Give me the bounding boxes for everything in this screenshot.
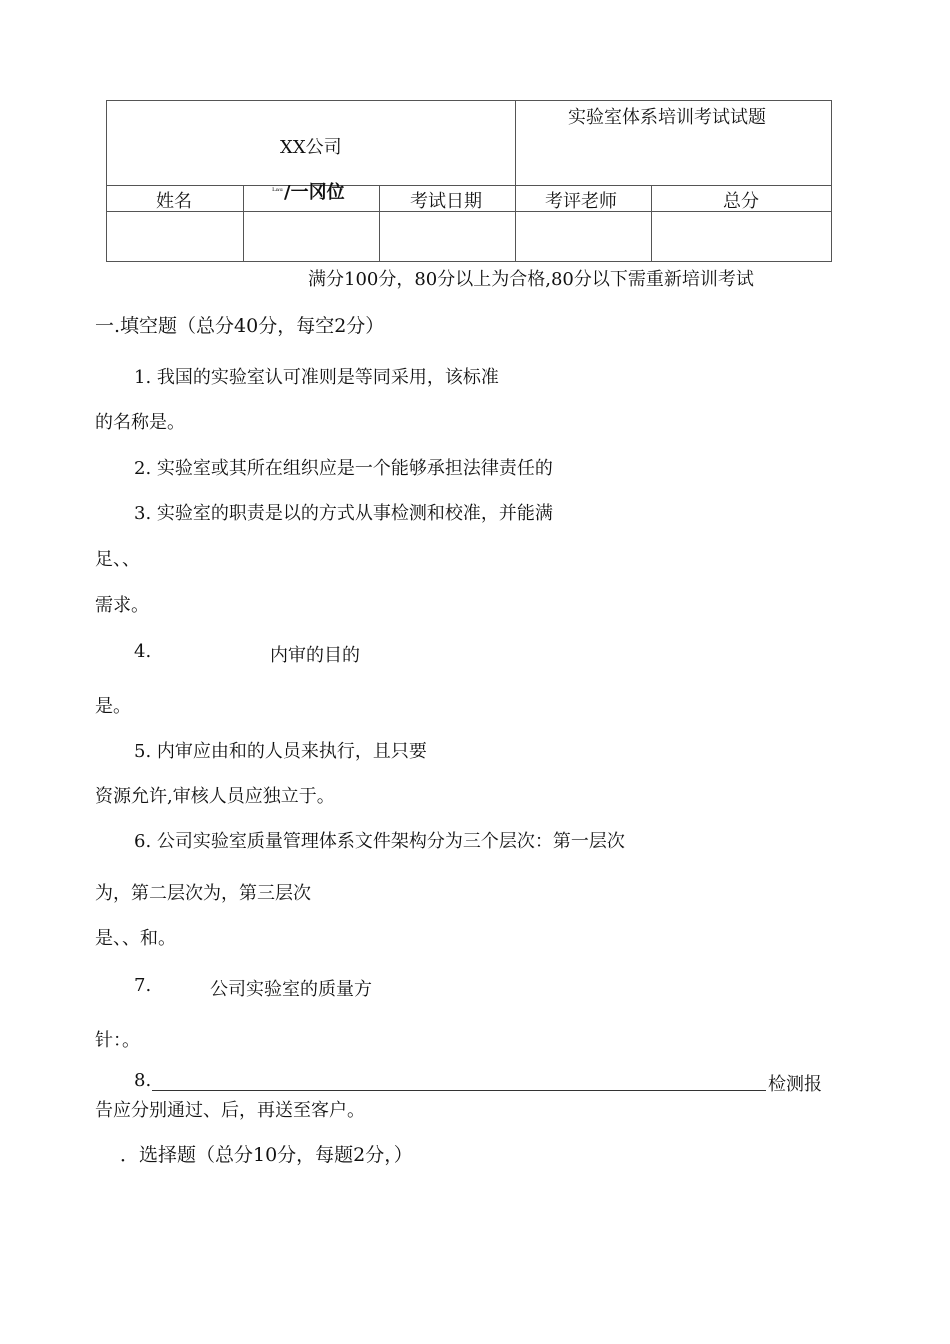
question-1-line1: 1. 我国的实验室认可准则是等同采用，该标准	[134, 367, 499, 388]
exam-title: 实验室体系培训考试试题	[568, 107, 766, 128]
question-7-line2: 针：。	[95, 1030, 140, 1051]
table-border-bottom	[106, 261, 832, 262]
question-8-line2: 告应分别通过、后，再送至客户。	[95, 1100, 365, 1121]
question-6-line2: 为，第二层次为，第三层次	[95, 883, 311, 904]
question-8-blank-underline	[152, 1090, 766, 1091]
table-border-col2	[379, 185, 380, 262]
question-1-line2: 的名称是。	[95, 412, 185, 433]
question-6-line1: 6. 公司实验室质量管理体系文件架构分为三个层次：第一层次	[134, 831, 625, 852]
col-header-total: 总分	[723, 191, 759, 212]
post-label: /一冈位	[284, 182, 345, 203]
question-3-line3: 需求。	[95, 595, 149, 616]
col-header-examiner: 考评老师	[545, 191, 617, 212]
question-5-line1: 5. 内审应由和的人员来执行，且只要	[134, 741, 427, 762]
question-3-line1: 3. 实验室的职责是以的方式从事检测和校准，并能满	[134, 503, 553, 524]
question-8-number: 8.	[134, 1070, 152, 1091]
question-7-number: 7.	[134, 975, 152, 996]
question-4-line1: 内审的目的	[270, 645, 360, 666]
question-7-line1: 公司实验室的质量方	[210, 979, 372, 1000]
question-4-number: 4.	[134, 641, 152, 662]
table-border-col1	[243, 185, 244, 262]
question-8-tail: 检测报	[768, 1074, 822, 1095]
section2-title: ．选择题（总分10分，每题2分，）	[120, 1144, 413, 1166]
table-border-row1	[106, 185, 832, 186]
table-border-top	[106, 100, 832, 101]
small-mark: ᴸᵃᵘ	[272, 187, 283, 197]
col-header-date: 考试日期	[410, 191, 482, 212]
question-6-line3: 是、、和。	[95, 928, 176, 949]
question-3-line2: 足、、	[95, 549, 140, 570]
question-4-line2: 是。	[95, 696, 131, 717]
col-header-name: 姓名	[156, 191, 192, 212]
table-border-col4	[651, 185, 652, 262]
table-border-left	[106, 100, 107, 262]
question-5-line2: 资源允许,审核人员应独立于。	[95, 786, 335, 807]
scoring-note: 满分100分，80分以上为合格,80分以下需重新培训考试	[308, 269, 754, 290]
question-2: 2. 实验室或其所在组织应是一个能够承担法律责任的	[134, 458, 553, 479]
company-name: XX公司	[280, 137, 342, 158]
table-border-mid	[515, 100, 516, 262]
section1-title: 一.填空题（总分40分，每空2分）	[95, 315, 385, 337]
table-border-right	[831, 100, 832, 262]
